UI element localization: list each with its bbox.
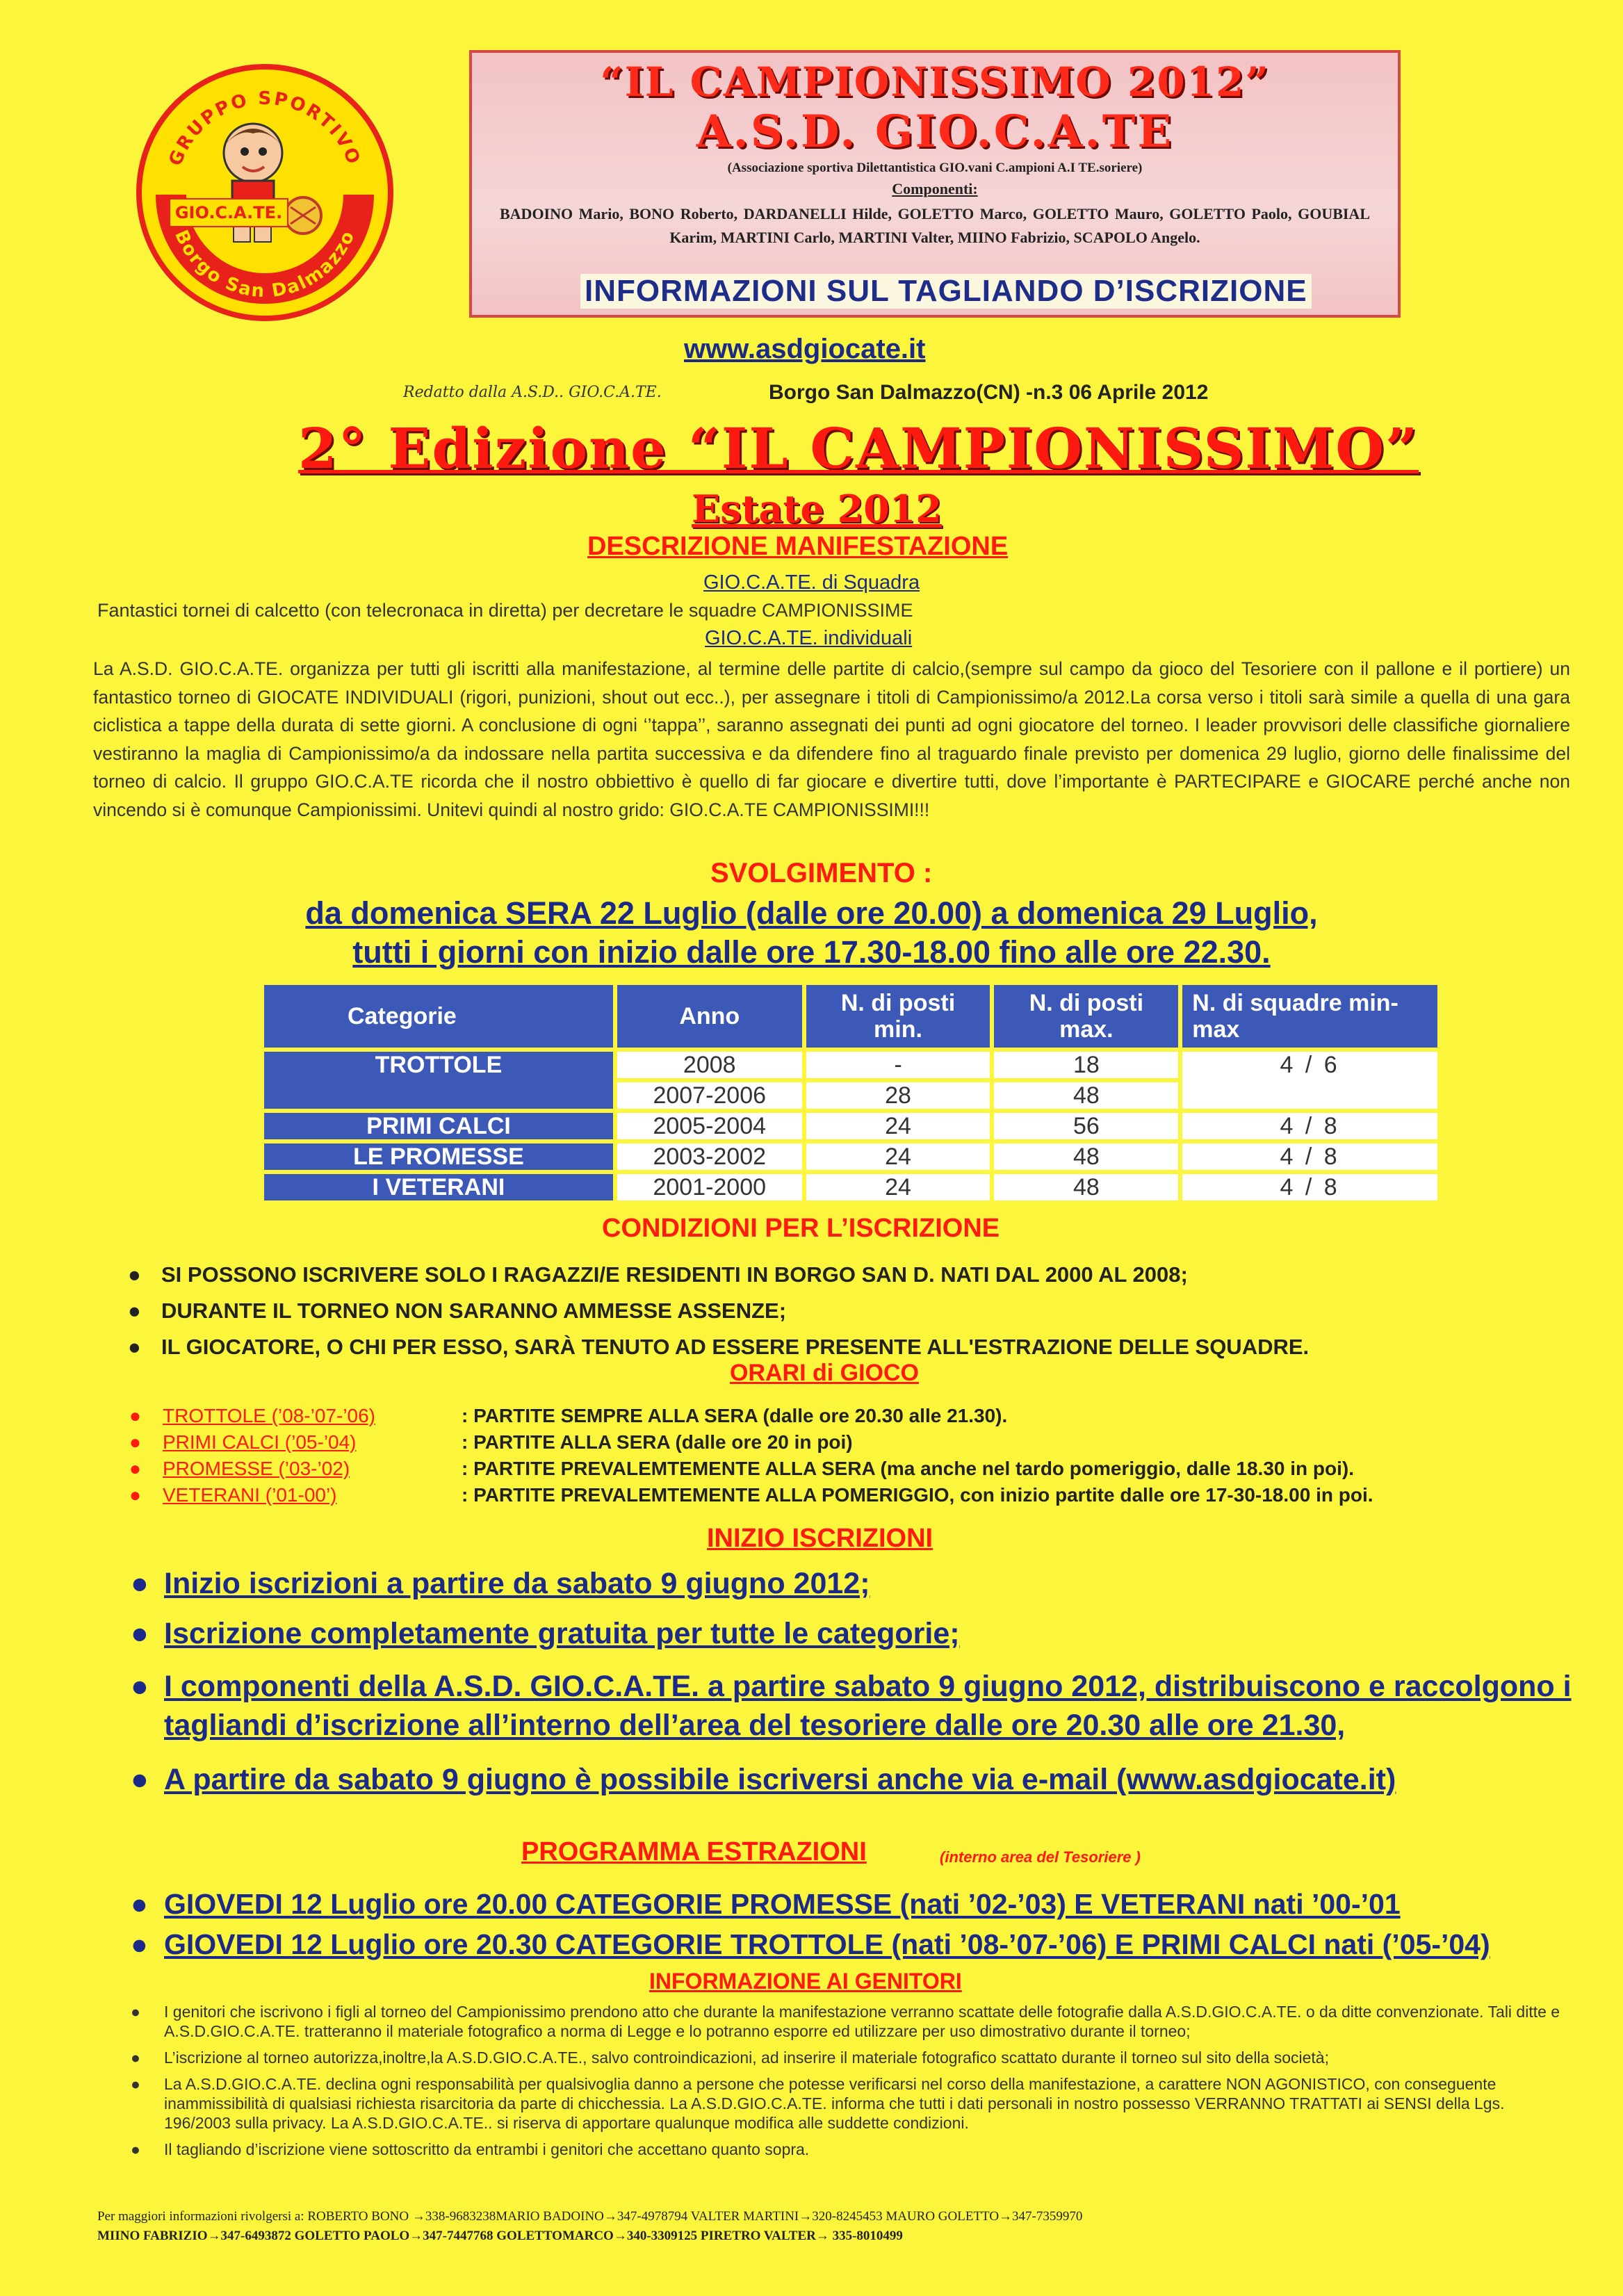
individuali-text: La A.S.D. GIO.C.A.TE. organizza per tutti gli iscritti alla manifestazione, al termine delle partite di calcio,(sempre sul campo da gioco del Tesoriere con il pallone e il portiere) un fantastico torneo di GIOCATE INDIVIDUALI (rigori, punizioni, shout out ecc..), per assegnare i titoli di Campionissimo/a 2012.La corsa verso i titoli sarà simile a quella di una gara ciclistica a tappe della durata di sette giorni. A conclusione di ogni ‘’tappa’’, saranno assegnati dei punti ad ogni giocatore del torneo. I leader provvisori delle classifiche giornaliere vestiranno la maglia di Campionissimo/a da indossare nella partita successiva e da difendere fino al traguardo finale previsto per domenica 29 luglio, giorno delle finalissime del torneo di calcio. Il gruppo GIO.C.A.TE ricorda che il nostro obbiettivo è quello di far giocare e divertire tutti, dove l’importante è PARTECIPARE e GIOCARE perché anche non vincendo si è comunque Campionissimi. Unitevi quindi al nostro grido: GIO.C.A.TE CAMPIONISSIMI!!! [93,658,1570,820]
cell-squadre: 4 / 6 [1180,1050,1440,1111]
orari-label: VETERANI (’01-00’) [163,1484,337,1506]
bullet-icon: ● [129,1431,141,1453]
list-item [131,2140,1572,2159]
edition-title: 2° Edizione “IL CAMPIONISSIMO” [297,416,1419,481]
squadra-text: Fantastici tornei di calcetto (con telecronaca in diretta) per decretare le squadre CAMPIONISSIME [97,600,913,621]
orari-label: PRIMI CALCI (’05-’04) [163,1431,357,1453]
list-item [128,1293,1551,1329]
svolgimento-line-1: da domenica SERA 22 Luglio (dalle ore 20.00) a domenica 29 Luglio, [305,895,1318,931]
logo-bottom-text: Borgo San Dalmazzo [170,227,359,302]
club-logo [136,64,393,321]
logo-name: GIO.C.A.TE. [174,203,283,222]
col-posti-max: N. di posti max. [992,983,1180,1050]
season-title: Estate 2012 [692,487,942,531]
cell-min: 28 [804,1080,993,1111]
bullet-icon: ● [129,1405,141,1426]
cell-min: 24 [804,1141,993,1172]
table-row [262,1141,1440,1172]
list-item [131,1614,1575,1653]
footer-contacts [97,2207,1557,2246]
iscrizioni-heading: INIZIO ISCRIZIONI [707,1524,933,1553]
bullet-icon: ● [131,1670,149,1703]
cell-max: 48 [992,1172,1180,1203]
genitori-text: La A.S.D.GIO.C.A.TE. declina ogni responsabilità per qualsivoglia danno a persone che potesse verificarsi nel corso della manifestazione, a carattere NON AGONISTICO, con conseguente inammissibilità di qualsiasi richiesta risarcitoria da parte di chicchessia. La A.S.D.GIO.C.A.TE. informa che tutti i dati personali in nostro possesso VERRANNO TRATTATI ai SENSI della Lgs. 196/2003 sulla privacy. La A.S.D.GIO.C.A.TE.. si riserva di apportare qualunque modifica alle suddette condizioni. [164,2075,1505,2132]
categories-table [260,981,1442,1205]
info-banner: INFORMAZIONI SUL TAGLIANDO D’ISCRIZIONE [580,274,1312,309]
table-row [262,1111,1440,1141]
cell-categoria: I VETERANI [262,1172,615,1203]
bullet-icon: ● [131,1617,149,1650]
programma-text: GIOVEDI 12 Luglio ore 20.30 CATEGORIE TROTTOLE (nati ’08-’07-’06) E PRIMI CALCI nati (’05-’04) [164,1928,1490,1960]
table-header-row [262,983,1440,1050]
cell-categoria: LE PROMESSE [262,1141,615,1172]
redatto-note: Redatto dalla A.S.D.. GIO.C.A.TE. [403,384,662,401]
bullet-icon: ● [128,1262,141,1287]
iscrizione-text: A partire da sabato 9 giugno è possibile iscriversi anche via e-mail (www.asdgiocate.it) [164,1763,1396,1796]
bullet-icon: ● [131,1763,149,1796]
iscrizione-text: I componenti della A.S.D. GIO.C.A.TE. a partire sabato 9 giugno 2012, distribuiscono e raccolgono i tagliandi d’iscrizione all’interno dell’area del tesoriere dalle ore 20.30 alle ore 21.30, [164,1670,1572,1742]
iscrizione-text: Inizio iscrizioni a partire da sabato 9 giugno 2012; [164,1567,870,1600]
header-asd: A.S.D. GIO.C.A.TE [696,106,1174,158]
condizioni-heading: CONDIZIONI PER L’ISCRIZIONE [602,1214,1000,1243]
cell-categoria: PRIMI CALCI [262,1111,615,1141]
genitori-text: Il tagliando d’iscrizione viene sottoscritto da entrambi i genitori che accettano quanto sopra. [164,2140,810,2158]
cell-squadre: 4 / 8 [1180,1172,1440,1203]
genitori-list [131,2002,1572,2166]
bullet-icon: ● [131,2003,140,2021]
list-item [131,1667,1575,1745]
genitori-heading: INFORMAZIONE AI GENITORI [649,1969,962,1994]
bullet-icon: ● [131,2075,140,2093]
iscrizione-text: Iscrizione completamente gratuita per tutte le categorie; [164,1617,960,1650]
list-item [131,1564,1575,1603]
cell-max: 48 [992,1141,1180,1172]
list-item [131,1924,1575,1964]
cell-max: 48 [992,1080,1180,1111]
genitori-text: L’iscrizione al torneo autorizza,inoltre,la A.S.D.GIO.C.A.TE., salvo controindicazioni, ad inserire il materiale fotografico scattato durante il torneo sul sito della società; [164,2049,1329,2067]
list-item [129,1429,1588,1456]
cell-min: 24 [804,1111,993,1141]
programma-text: GIOVEDI 12 Luglio ore 20.00 CATEGORIE PROMESSE (nati ’02-’03) E VETERANI nati ’00-’01 [164,1888,1401,1920]
cell-anno: 2001-2000 [615,1172,804,1203]
cell-squadre: 4 / 8 [1180,1141,1440,1172]
table-row [262,1172,1440,1203]
cell-min: 24 [804,1172,993,1203]
condizioni-list [128,1257,1551,1365]
footer-line-1: Per maggiori informazioni rivolgersi a: ROBERTO BONO →338-9683238MARIO BADOINO→347-4978794 VALTER MARTINI→320-8245453 MAURO GOLETTO→347-7359970 [97,2209,1083,2224]
bullet-icon: ● [131,1888,148,1920]
cell-anno: 2003-2002 [615,1141,804,1172]
list-item [129,1482,1588,1508]
cell-anno: 2005-2004 [615,1111,804,1141]
programma-list [131,1884,1575,1964]
header-box [469,50,1401,318]
col-categorie: Categorie [262,983,615,1050]
cell-anno: 2008 [615,1050,804,1080]
condizione-text: SI POSSONO ISCRIVERE SOLO I RAGAZZI/E RESIDENTI IN BORGO SAN D. NATI DAL 2000 AL 2008; [161,1262,1188,1287]
col-anno: Anno [615,983,804,1050]
svolgimento-heading: SVOLGIMENTO : [710,858,933,888]
svolgimento-line-2: tutti i giorni con inizio dalle ore 17.30-18.00 fino alle ore 22.30. [352,934,1271,970]
bullet-icon: ● [131,1928,148,1960]
website-link[interactable]: www.asdgiocate.it [684,334,926,364]
list-item [131,2002,1572,2041]
condizione-text: DURANTE IL TORNEO NON SARANNO AMMESSE ASSENZE; [161,1298,787,1323]
bullet-icon: ● [131,2049,140,2067]
orari-label: TROTTOLE (’08-’07-’06) [163,1405,376,1426]
place-date: Borgo San Dalmazzo(CN) -n.3 06 Aprile 2012 [769,381,1209,404]
header-subtitle: (Associazione sportiva Dilettantistica GIO.vani C.ampioni A.I TE.soriere) [727,161,1143,175]
programma-heading: PROGRAMMA ESTRAZIONI [521,1837,867,1866]
bullet-icon: ● [128,1298,141,1323]
cell-categoria: TROTTOLE [262,1050,615,1111]
list-item [131,1884,1575,1924]
individuali-heading: GIO.C.A.TE. individuali [705,627,913,649]
descrizione-heading: DESCRIZIONE MANIFESTAZIONE [587,532,1009,561]
list-item [131,2048,1572,2067]
orari-text: : PARTITE PREVALEMTEMENTE ALLA POMERIGGIO, con inizio partite dalle ore 17-30-18.00 in poi. [462,1484,1373,1506]
list-item [128,1257,1551,1293]
orari-text: : PARTITE SEMPRE ALLA SERA (dalle ore 20.30 alle 21.30). [462,1405,1008,1426]
genitori-text: I genitori che iscrivono i figli al torneo del Campionissimo prendono atto che durante la manifestazione verranno scattate delle fotografie dalla A.S.D.GIO.C.A.TE. o da ditte convenzionate. Tali ditte e A.S.D.GIO.C.A.TE. tratteranno il materiale fotografico a norma di Legge e lo potranno esporre ed utilizzare per uso dimostrativo durante il torneo; [164,2003,1560,2040]
list-item [131,2074,1572,2133]
squadra-heading: GIO.C.A.TE. di Squadra [703,571,920,594]
list-item [131,1760,1575,1799]
orari-heading: ORARI di GIOCO [730,1360,919,1386]
cell-squadre: 4 / 8 [1180,1111,1440,1141]
cell-max: 56 [992,1111,1180,1141]
list-item [129,1403,1588,1429]
orari-text: : PARTITE ALLA SERA (dalle ore 20 in poi) [462,1431,853,1453]
orari-label: PROMESSE (’03-’02) [163,1458,350,1479]
bullet-icon: ● [129,1484,141,1506]
cell-anno: 2007-2006 [615,1080,804,1111]
iscrizioni-list [131,1564,1575,1799]
col-squadre: N. di squadre min-max [1180,983,1440,1050]
bullet-icon: ● [129,1458,141,1479]
condizione-text: IL GIOCATORE, O CHI PER ESSO, SARÀ TENUTO AD ESSERE PRESENTE ALL'ESTRAZIONE DELLE SQUADRE. [161,1335,1310,1359]
footer-line-2: MIINO FABRIZIO→347-6493872 GOLETTO PAOLO→347-7447768 GOLETTOMARCO→340-3309125 PIRETRO VALTER→ 335-8010499 [97,2229,903,2243]
table-row [262,1050,1440,1080]
bullet-icon: ● [128,1335,141,1359]
cell-min: - [804,1050,993,1080]
components-label: Componenti: [892,180,978,197]
programma-note: (interno area del Tesoriere ) [940,1848,1141,1866]
bullet-icon: ● [131,1567,149,1600]
logo-top-text: GRUPPO SPORTIVO [165,88,365,169]
orari-text: : PARTITE PREVALEMTEMENTE ALLA SERA (ma anche nel tardo pomeriggio, dalle 18.30 in poi). [462,1458,1354,1479]
cell-max: 18 [992,1050,1180,1080]
members-list: BADOINO Mario, BONO Roberto, DARDANELLI Hilde, GOLETTO Marco, GOLETTO Mauro, GOLETTO Paolo, GOUBIAL Karim, MARTINI Carlo, MARTINI Valter, MIINO Fabrizio, SCAPOLO Angelo. [500,205,1370,246]
bullet-icon: ● [131,2140,140,2158]
list-item [129,1456,1588,1482]
col-posti-min: N. di posti min. [804,983,993,1050]
orari-list [129,1403,1588,1508]
header-title: “IL CAMPIONISSIMO 2012” [600,58,1270,106]
